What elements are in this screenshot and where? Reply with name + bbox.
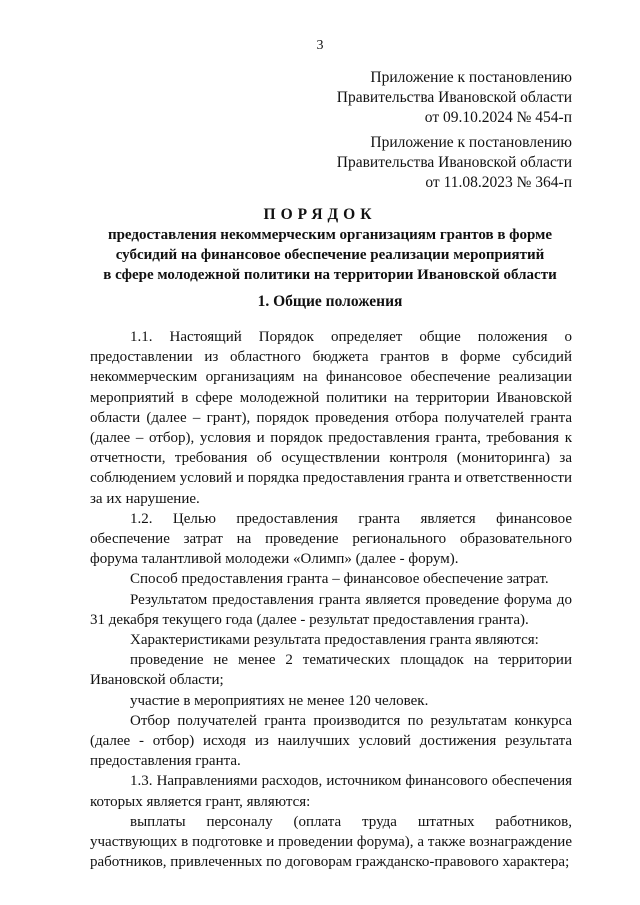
appendix-current-line3: от 09.10.2024 № 454-п (424, 109, 572, 126)
paragraph-1-1: 1.1. Настоящий Порядок определяет общие положения о предоставлении из областного бюджета грантов в форме субсидий некоммерческим организациям на финансовое обеспечение реализации мероприятий в сфере молодежной политики на территории Ивановской области (далее – грант), порядок проведения отбора получателей гранта (далее – отбор), условия и порядок предоставления гранта, требования к отчетности, требования об осуществлении контроля (мониторинга) за соблюдением условий и порядка предоставления гранта и ответственности за их нарушение. (90, 329, 572, 507)
appendix-current-line1: Приложение к постановлению (370, 69, 572, 86)
paragraph-characteristics: Характеристиками результата предоставления гранта являются: (130, 632, 539, 649)
subtitle-line3: в сфере молодежной политики на территории Ивановской области (103, 267, 557, 283)
subtitle-line2: субсидий на финансовое обеспечение реализации мероприятий (115, 247, 545, 263)
section-heading: 1. Общие положения (257, 293, 403, 310)
body-text (90, 327, 572, 872)
paragraph-characteristic-participants: участие в мероприятиях не менее 120 человек. (130, 692, 429, 709)
document-subtitle (90, 225, 570, 285)
paragraph-1-2: 1.2. Целью предоставления гранта является финансовое обеспечение затрат на проведение регионального образовательного форума талантливой молодежи «Олимп» (далее - форум). (90, 510, 572, 568)
paragraph-method: Способ предоставления гранта – финансовое обеспечение затрат. (130, 571, 549, 588)
paragraph-payments: выплаты персоналу (оплата труда штатных работников, участвующих в подготовке и проведении форума), а также вознаграждение работников, привлеченных по договорам гражданско-правового характера; (90, 813, 572, 871)
page-number: 3 (316, 38, 324, 53)
appendix-block-original (337, 133, 572, 193)
paragraph-characteristic-venues: проведение не менее 2 тематических площадок на территории Ивановской области; (90, 652, 572, 689)
paragraph-selection: Отбор получателей гранта производится по результатам конкурса (далее - отбор) исходя из наилучших условий достижения результата предоставления гранта. (90, 712, 572, 770)
paragraph-1-3: 1.3. Направлениями расходов, источником финансового обеспечения которых является грант, являются: (90, 773, 572, 810)
appendix-original-line3: от 11.08.2023 № 364-п (425, 174, 572, 191)
subtitle-line1: предоставления некоммерческим организациям грантов в форме (107, 227, 553, 243)
appendix-block-current (337, 68, 572, 128)
appendix-original-line1: Приложение к постановлению (370, 134, 572, 151)
paragraph-result: Результатом предоставления гранта является проведение форума до 31 декабря текущего года (далее - результат предоставления гранта). (90, 591, 572, 628)
appendix-current-line2: Правительства Ивановской области (336, 89, 572, 106)
appendix-original-line2: Правительства Ивановской области (336, 154, 572, 171)
document-title: ПОРЯДОК (263, 206, 377, 223)
